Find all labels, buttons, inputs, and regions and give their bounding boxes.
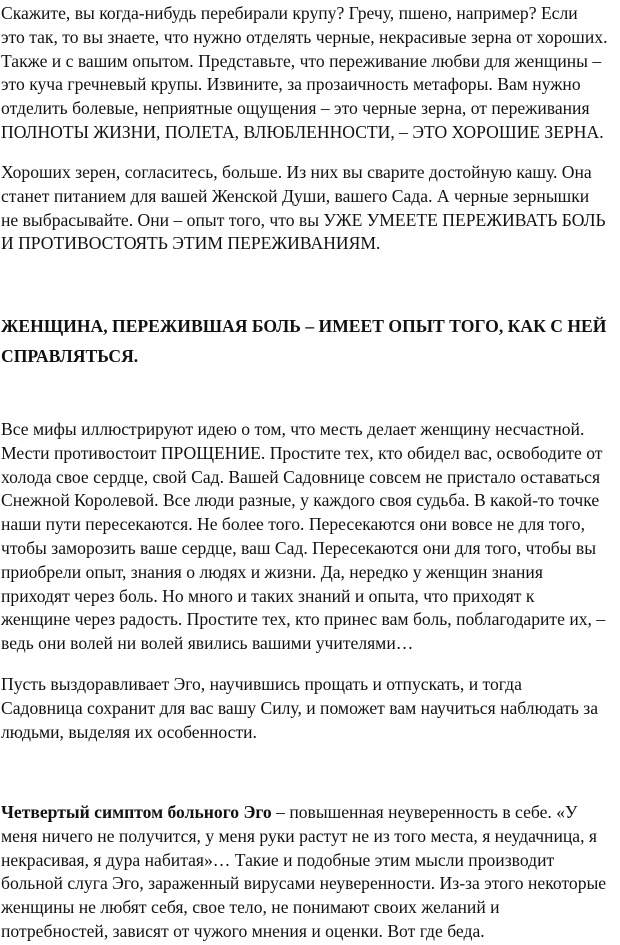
paragraph-good-grains xyxy=(1,161,620,256)
heading-line: ЖЕНЩИНА, ПЕРЕЖИВШАЯ БОЛЬ – ИМЕЕТ ОПЫТ ТОГО, КАК С НЕЙ xyxy=(1,316,607,336)
text-line xyxy=(1,801,620,825)
text-line: Пусть выздоравливает Эго, научившись прощать и отпускать, и тогда xyxy=(1,674,522,694)
text-line: меня ничего не получится, у меня руки растут не из того места, я неудачница, я xyxy=(1,825,598,846)
text-line: Скажите, вы когда-нибудь перебирали крупу? Гречу, пшено, например? Если xyxy=(1,3,578,23)
paragraph-grain-sorting xyxy=(1,2,620,145)
text-line: Также и с вашим опытом. Представьте, что переживание любви для женщины – xyxy=(1,50,602,71)
text-line: Мести противостоит ПРОЩЕНИЕ. Простите тех, кто обидел вас, освободите от xyxy=(1,442,603,463)
text-line: женщине через радость. Простите тех, кто принес вам боль, поблагодарите их, – xyxy=(1,609,606,630)
text-line: женщины не любят себя, свое тело, не понимают своих желаний и xyxy=(1,897,500,918)
text-line: Садовница сохранит для вас вашу Силу, и поможет вам научиться наблюдать за xyxy=(1,697,599,718)
heading-line: СПРАВЛЯТЬСЯ. xyxy=(1,346,139,366)
text-line: не выбрасывайте. Они – опыт того, что вы УЖЕ УМЕЕТЕ ПЕРЕЖИВАТЬ БОЛЬ xyxy=(1,209,606,230)
symptom-title: Четвертый симптом больного Эго xyxy=(1,802,272,822)
text-line: больной слуга Эго, зараженный вирусами неуверенности. Из-за этого некоторые xyxy=(1,873,607,894)
text-line: Хороших зерен, согласитесь, больше. Из них вы сварите достойную кашу. Она xyxy=(1,162,592,182)
text-line: отделить болевые, неприятные ощущения – это черные зерна, от переживания xyxy=(1,98,590,119)
paragraph-fourth-symptom xyxy=(1,801,620,944)
text-line: потребностей, зависят от чужого мнения и оценки. Вот где беда. xyxy=(1,920,485,941)
text-line: И ПРОТИВОСТОЯТЬ ЭТИМ ПЕРЕЖИВАНИЯМ. xyxy=(1,233,381,254)
text-line: ПОЛНОТЫ ЖИЗНИ, ПОЛЕТА, ВЛЮБЛЕННОСТИ, – ЭТО ХОРОШИЕ ЗЕРНА. xyxy=(1,121,604,142)
text-line: ведь они волей ни волей явились вашими учителями… xyxy=(1,633,414,654)
text-line: людьми, выделяя их особенности. xyxy=(1,721,257,742)
text-line: это так, то вы знаете, что нужно отделять черные, некрасивые зерна от хороших. xyxy=(1,26,608,47)
paragraph-ego-recovery xyxy=(1,673,620,744)
text-line: Все мифы иллюстрируют идею о том, что месть делает женщину несчастной. xyxy=(1,419,585,439)
text-line: некрасивая, я дура набитая»… Такие и подобные этим мысли производит xyxy=(1,849,555,870)
section-heading xyxy=(1,311,606,371)
paragraph-forgiveness xyxy=(1,418,620,656)
symptom-lead-text: – повышенная неуверенность в себе. «У xyxy=(271,802,578,822)
text-line: станет питанием для вашей Женской Души, вашего Сада. А черные зернышки xyxy=(1,185,590,206)
text-line: наши пути пересекаются. Не более того. Пересекаются они вовсе не для того, xyxy=(1,514,585,535)
text-line: чтобы заморозить ваше сердце, ваш Сад. Пересекаются они для того, чтобы вы xyxy=(1,537,597,558)
text-line: приобрели опыт, знания о людях и жизни. Да, нередко у женщин знания xyxy=(1,561,543,582)
text-line: Снежной Королевой. Все люди разные, у каждого своя судьба. В какой-то точке xyxy=(1,490,600,511)
text-line: приходят через боль. Но много и таких знаний и опыта, что приходят к xyxy=(1,585,535,606)
text-line: холода свое сердце, свой Сад. Вашей Садовнице совсем не пристало оставаться xyxy=(1,466,601,487)
text-line: это куча гречневый крупы. Извините, за прозаичность метафоры. Вам нужно xyxy=(1,74,581,95)
